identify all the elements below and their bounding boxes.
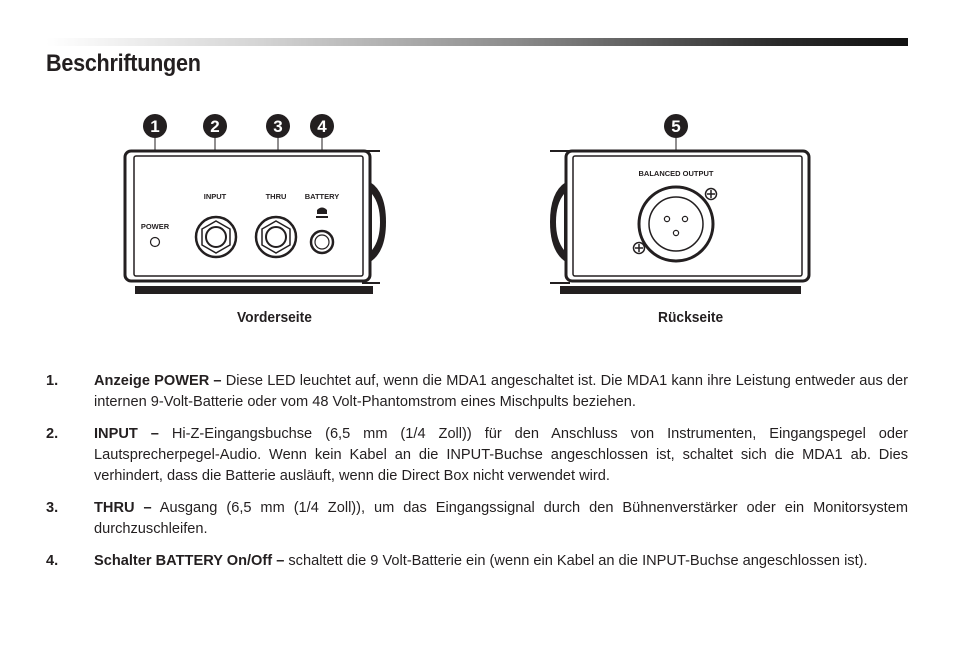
item-number: 2. bbox=[46, 426, 59, 442]
item-dash: – bbox=[213, 373, 222, 389]
list-item bbox=[46, 551, 908, 572]
item-term: Anzeige POWER bbox=[94, 373, 210, 389]
item-text: Hi-Z-Eingangsbuchse (6,5 mm (1/4 Zoll)) für den Anschluss von Instrumenten, Eingangspegel oder Lautsprecherpegel-Audio. Wenn kein Kabel an die INPUT-Buchse angeschlossen ist, schaltet sich die MDA1 ab. Dies verhindert, dass die Batterie ausläuft, wenn die Direct Box nicht verwendet wird. bbox=[94, 426, 908, 484]
item-dash: – bbox=[276, 553, 285, 569]
thru-jack-icon bbox=[256, 217, 296, 257]
item-text: schaltett die 9 Volt-Batterie ein (wenn ein Kabel an die INPUT-Buchse angeschlossen ist). bbox=[288, 553, 868, 569]
list-item bbox=[46, 498, 908, 540]
item-dash: – bbox=[150, 426, 159, 442]
item-text: Ausgang (6,5 mm (1/4 Zoll)), um das Eingangssignal durch den Bühnenverstärker oder ein Monitorsystem durchzuschleifen. bbox=[94, 500, 909, 537]
input-label: INPUT bbox=[203, 192, 227, 201]
callout-5 bbox=[664, 114, 688, 138]
callout-1 bbox=[143, 114, 167, 138]
item-term: THRU bbox=[94, 500, 135, 516]
list-item bbox=[46, 371, 908, 413]
power-label: POWER bbox=[140, 222, 170, 231]
item-number: 1. bbox=[46, 373, 59, 389]
thru-label: THRU bbox=[265, 192, 287, 201]
front-panel bbox=[125, 151, 386, 294]
callout-3-label: 3 bbox=[273, 117, 283, 136]
screw-icon bbox=[634, 243, 645, 254]
battery-label: BATTERY bbox=[304, 192, 340, 201]
power-led-icon bbox=[151, 238, 160, 247]
item-term: INPUT bbox=[94, 426, 138, 442]
item-number: 4. bbox=[46, 553, 59, 569]
xlr-connector-icon bbox=[639, 187, 713, 261]
input-jack-icon bbox=[196, 217, 236, 257]
list-item bbox=[46, 424, 908, 487]
callout-2-label: 2 bbox=[210, 117, 220, 136]
screw-icon bbox=[706, 189, 717, 200]
callout-2 bbox=[203, 114, 227, 138]
page-title: Beschriftungen bbox=[46, 50, 201, 77]
item-dash: – bbox=[143, 500, 152, 516]
rear-panel bbox=[550, 151, 809, 294]
callout-5-label: 5 bbox=[671, 117, 681, 136]
callout-4-label: 4 bbox=[317, 117, 327, 136]
item-term: Schalter BATTERY On/Off bbox=[94, 553, 273, 569]
front-caption: Vorderseite bbox=[237, 309, 312, 326]
callout-1-label: 1 bbox=[150, 117, 160, 136]
rear-caption: Rückseite bbox=[658, 309, 724, 326]
item-text: Diese LED leuchtet auf, wenn die MDA1 angeschaltet ist. Die MDA1 kann ihre Leistung entweder aus der internen 9-Volt-Batterie oder vom 48 Volt-Phantomstrom eines Mischpults beziehen. bbox=[94, 373, 909, 410]
callout-4 bbox=[310, 114, 334, 138]
callout-3 bbox=[266, 114, 290, 138]
description-list bbox=[46, 371, 908, 583]
balanced-output-label: BALANCED OUTPUT bbox=[638, 169, 714, 178]
item-number: 3. bbox=[46, 500, 59, 516]
